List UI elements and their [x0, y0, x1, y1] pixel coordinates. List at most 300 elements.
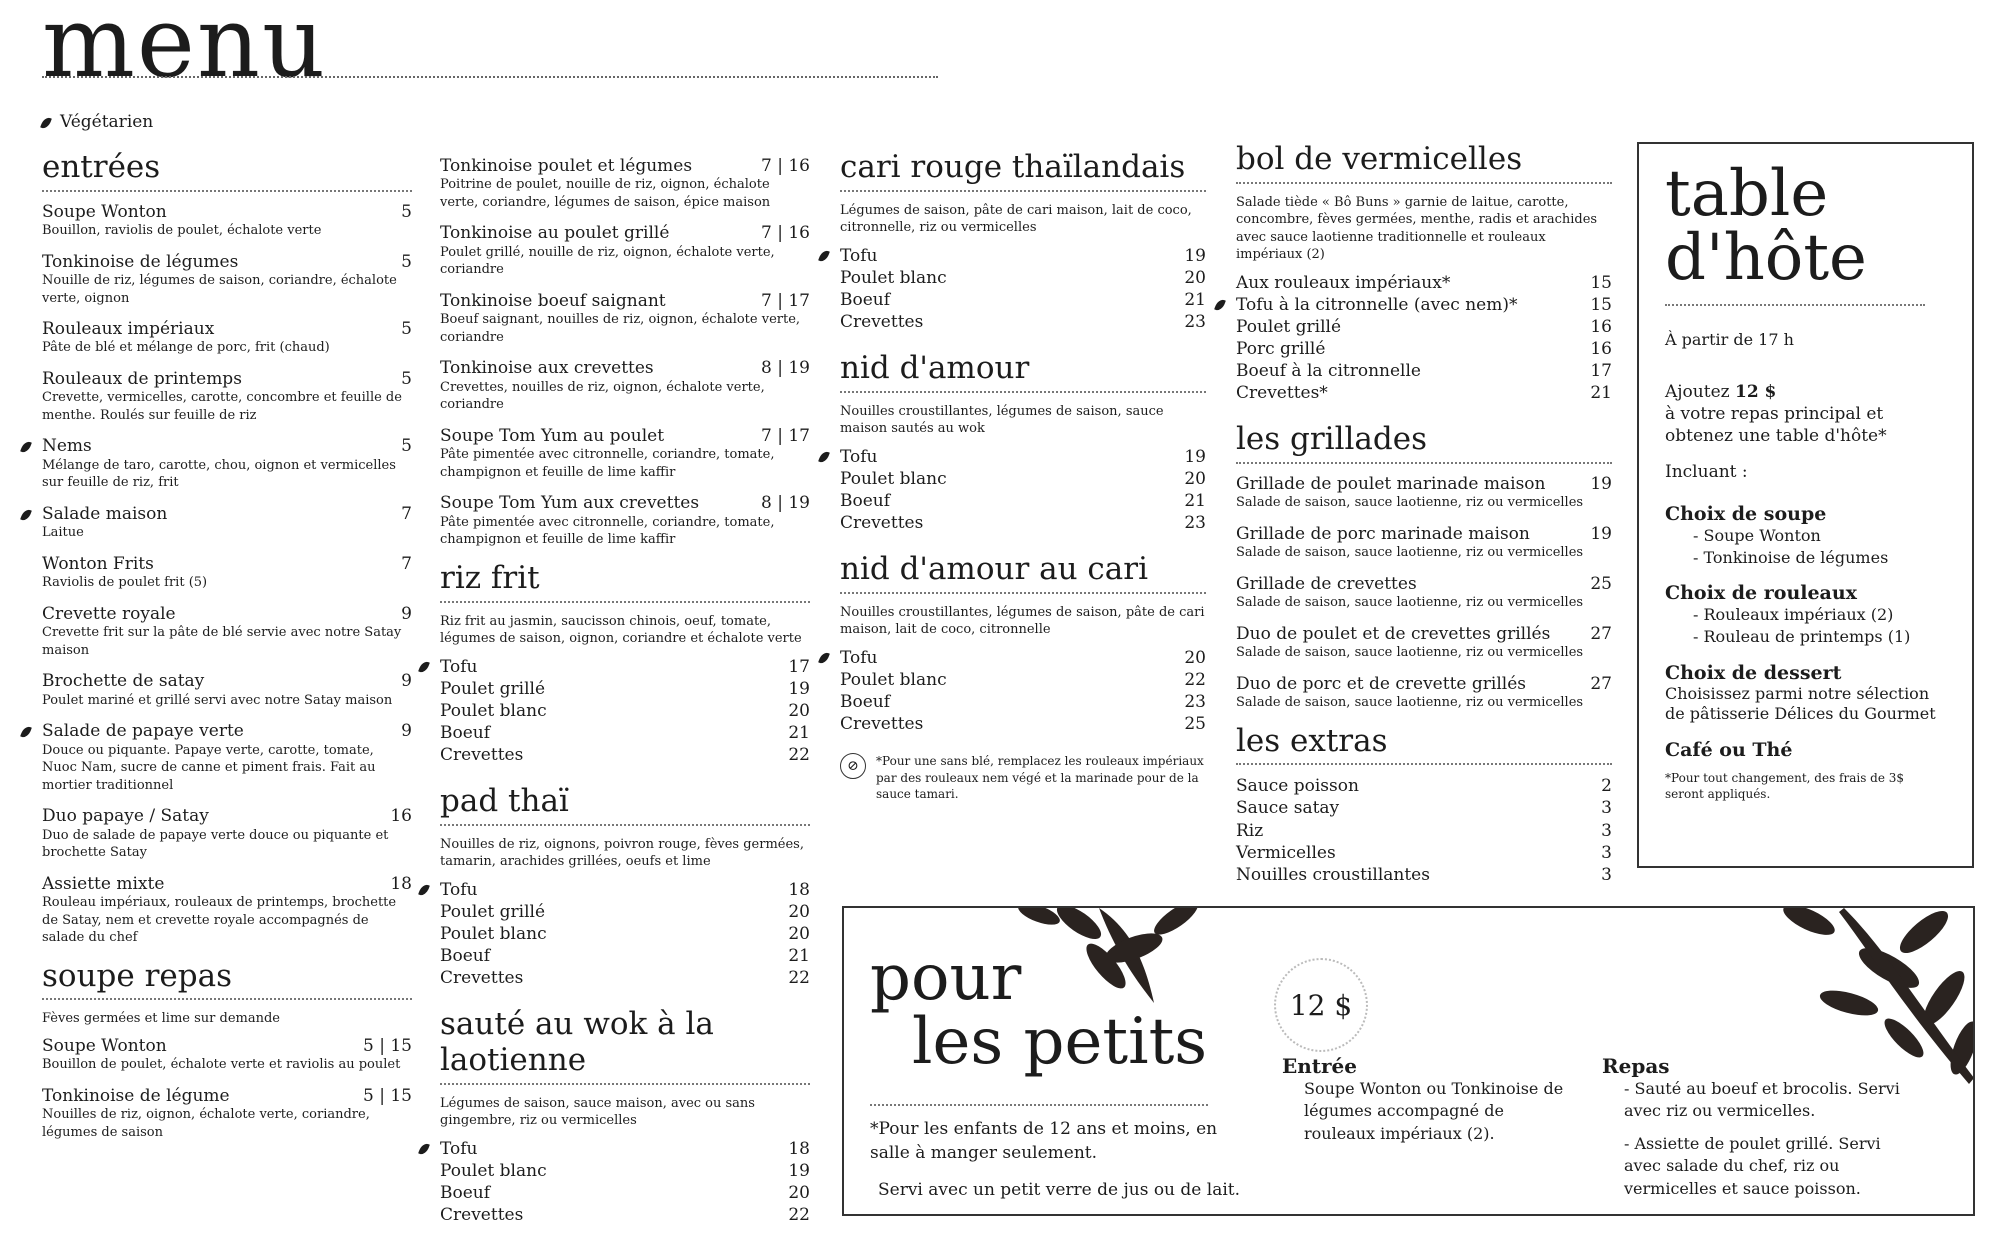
choice-name: Boeuf: [440, 722, 491, 743]
menu-item-price: 5: [401, 436, 412, 457]
menu-item-price: 7: [401, 553, 412, 574]
menu-item-price: 25: [1590, 573, 1612, 594]
soup-choice-1: - Soupe Wonton: [1693, 526, 1821, 546]
choice-row: [840, 289, 1206, 311]
menu-item: [440, 493, 810, 548]
choice-price: 16: [1590, 339, 1612, 360]
menu-item-row: [42, 604, 412, 624]
menu-item-price: 19: [1590, 474, 1612, 495]
menu-item-price: 5: [401, 319, 412, 340]
menu-item-name: Assiette mixte: [42, 873, 165, 894]
choice-name: Vermicelles: [1236, 842, 1336, 863]
menu-item: [440, 156, 810, 211]
soup-choice-title: Choix de soupe: [1665, 503, 1827, 526]
menu-item-row: [42, 369, 412, 389]
section-title: riz frit: [440, 561, 810, 603]
menu-item: [440, 223, 810, 278]
kids-serve-note: Servi avec un petit verre de jus ou de lait.: [878, 1180, 1241, 1200]
section-description: Nouilles croustillantes, légumes de saison, pâte de cari maison, lait de coco, citronnelle: [840, 604, 1205, 638]
choice-name: Boeuf: [840, 491, 891, 512]
choice-price: 21: [788, 946, 810, 967]
choice-row: [440, 879, 810, 901]
menu-item-name: Tonkinoise de légumes: [42, 251, 239, 272]
section-description: Nouilles croustillantes, légumes de saison, sauce maison sautés au wok: [840, 403, 1164, 437]
kids-repas-option-1: - Sauté au boeuf et brocolis. Servi avec riz ou vermicelles.: [1624, 1079, 1900, 1121]
menu-item-description: Laitue: [42, 525, 84, 541]
choice-price: 21: [1184, 491, 1206, 512]
choice-name: Poulet grillé: [1236, 317, 1342, 338]
menu-item-description: Bouillon, raviolis de poulet, échalote verte: [42, 223, 322, 239]
menu-item-price: 18: [390, 873, 412, 894]
choice-row: [440, 656, 810, 678]
menu-item-row: [42, 436, 412, 456]
choice-name: Boeuf: [840, 289, 891, 310]
choice-name: Poulet blanc: [840, 267, 947, 288]
menu-item-row: [1236, 524, 1612, 544]
menu-item-row: [440, 291, 810, 311]
menu-item-price: 9: [401, 603, 412, 624]
menu-item-price: 7 | 17: [761, 425, 810, 446]
choice-price: 21: [1184, 289, 1206, 310]
menu-item-row: [42, 874, 412, 894]
choice-row: [440, 945, 810, 967]
section-title: entrées: [42, 150, 412, 192]
menu-item: [42, 202, 412, 240]
choice-list: [840, 647, 1206, 735]
gluten-free-icon: ⊘: [840, 753, 866, 779]
menu-item-row: [42, 671, 412, 691]
choice-row: [840, 311, 1206, 333]
menu-item-price: 8 | 19: [761, 358, 810, 379]
menu-item-description: Salade de saison, sauce laotienne, riz ou vermicelles: [1236, 495, 1584, 511]
roll-choice-2: - Rouleau de printemps (1): [1693, 626, 1911, 646]
menu-item-row: [42, 319, 412, 339]
kids-divider: [870, 1104, 1208, 1106]
choice-row: [840, 245, 1206, 267]
menu-item-price: 7 | 16: [761, 223, 810, 244]
choice-price: 23: [1184, 312, 1206, 333]
menu-item-price: 5: [401, 251, 412, 272]
menu-item-description: Pâte pimentée avec citronnelle, coriandre, tomate, champignon et feuille de lime kaffir: [440, 447, 775, 480]
menu-item-name: Duo de poulet et de crevettes grillés: [1236, 623, 1551, 644]
choice-price: 19: [788, 678, 810, 699]
choice-list: [1236, 272, 1612, 405]
menu-item: [42, 604, 412, 659]
menu-item-row: [42, 806, 412, 826]
choice-row: [840, 669, 1206, 691]
menu-item: [42, 1036, 412, 1074]
menu-item-description: Nouille de riz, légumes de saison, coriandre, échalote verte, oignon: [42, 272, 397, 306]
menu-item-name: Soupe Wonton: [42, 201, 167, 222]
section-description: Salade tiède « Bô Buns » garnie de laitue, carotte, concombre, fèves germées, menthe, radis et arachides avec sauce laotienne traditionnelle et rouleaux impériaux (2): [1236, 194, 1598, 263]
vegetarian-leaf-icon: [818, 450, 830, 464]
menu-item-price: 7 | 16: [761, 156, 810, 176]
vegetarian-leaf-icon: [418, 660, 430, 674]
menu-section: [840, 351, 1206, 534]
choice-name: Riz: [1236, 820, 1264, 841]
menu-item-price: 8 | 19: [761, 493, 810, 514]
choice-row: [840, 468, 1206, 490]
choice-name: Tofu: [440, 879, 478, 900]
menu-item-name: Wonton Frits: [42, 553, 154, 574]
menu-item-description: Pâte pimentée avec citronnelle, coriandre, tomate, champignon et feuille de lime kaffir: [440, 514, 775, 548]
choice-list: [840, 245, 1206, 333]
menu-item-row: [1236, 674, 1612, 694]
choice-name: Boeuf à la citronnelle: [1236, 361, 1421, 382]
menu-item-description: Boeuf saignant, nouilles de riz, oignon, échalote verte, coriandre: [440, 312, 801, 345]
choice-price: 18: [788, 1138, 810, 1159]
choice-row: [840, 490, 1206, 512]
choice-name: Tofu: [440, 656, 478, 677]
choice-row: [440, 1138, 810, 1160]
choice-price: 3: [1601, 820, 1612, 841]
menu-item-name: Grillade de porc marinade maison: [1236, 523, 1530, 544]
kids-price-badge: 12 $: [1274, 958, 1368, 1052]
menu-item: [42, 436, 412, 491]
choice-price: 20: [1184, 267, 1206, 288]
choice-price: 2: [1601, 776, 1612, 797]
menu-section: [440, 156, 810, 549]
menu-item: [42, 554, 412, 592]
roll-choice-title: Choix de rouleaux: [1665, 582, 1858, 605]
menu-item: [440, 426, 810, 481]
choice-name: Crevettes: [440, 1204, 524, 1225]
section-description: Riz frit au jasmin, saucisson chinois, oeuf, tomate, légumes de saison, oignon, coriandre et échalote verte: [440, 613, 802, 647]
choice-name: Poulet blanc: [440, 1160, 547, 1181]
choice-price: 16: [1590, 317, 1612, 338]
menu-item-price: 5 | 15: [363, 1036, 412, 1056]
choice-price: 22: [788, 745, 810, 766]
choice-price: 25: [1184, 714, 1206, 735]
menu-item: [42, 504, 412, 542]
choice-row: [840, 713, 1206, 735]
menu-section: [42, 959, 412, 1142]
choice-name: Crevettes: [840, 714, 924, 735]
choice-name: Tofu: [840, 446, 878, 467]
menu-item-description: Salade de saison, sauce laotienne, riz ou vermicelles: [1236, 695, 1584, 711]
vegetarian-leaf-icon: [418, 1142, 430, 1156]
menu-item: [42, 671, 412, 709]
choice-price: 23: [1184, 513, 1206, 534]
choice-price: 19: [788, 1160, 810, 1181]
choice-row: [440, 700, 810, 722]
menu-item-description: Nouilles de riz, oignon, échalote verte, coriandre, légumes de saison: [42, 1107, 370, 1140]
section-title: les extras: [1236, 724, 1612, 766]
section-title: nid d'amour: [840, 351, 1206, 393]
menu-item-description: Rouleau impériaux, rouleaux de printemps, brochette de Satay, nem et crevette royale accompagnés de salade du chef: [42, 895, 397, 946]
choice-price: 23: [1184, 692, 1206, 713]
gluten-free-note: [840, 753, 1206, 802]
vegetarian-leaf-icon: [20, 508, 32, 522]
menu-item-description: Pâte de blé et mélange de porc, frit (chaud): [42, 340, 330, 356]
choice-price: 20: [788, 1182, 810, 1203]
choice-name: Poulet grillé: [440, 901, 546, 922]
choice-price: 18: [788, 879, 810, 900]
menu-item-price: 27: [1590, 623, 1612, 644]
menu-item-description: Raviolis de poulet frit (5): [42, 575, 208, 591]
section-title: les grillades: [1236, 422, 1612, 464]
vegetarian-leaf-icon: [818, 249, 830, 263]
menu-item-row: [440, 426, 810, 446]
choice-price: 17: [788, 656, 810, 677]
menu-item-row: [42, 1086, 412, 1106]
menu-item: [440, 358, 810, 413]
table-dhote-including: Incluant :: [1665, 462, 1748, 483]
choice-name: Crevettes: [840, 312, 924, 333]
menu-item-row: [42, 504, 412, 524]
menu-item-row: [42, 721, 412, 741]
menu-item-name: Tonkinoise poulet et légumes: [440, 156, 693, 176]
menu-item-price: 27: [1590, 673, 1612, 694]
choice-row: [1236, 820, 1612, 842]
table-dhote-offer: [1665, 381, 1946, 447]
menu-item-price: 19: [1590, 523, 1612, 544]
menu-section: [440, 561, 810, 766]
menu-item-name: Grillade de poulet marinade maison: [1236, 474, 1546, 495]
choice-row: [840, 512, 1206, 534]
choice-row: [1236, 797, 1612, 819]
choice-price: 20: [788, 901, 810, 922]
table-dhote-title: [1665, 157, 1946, 295]
menu-item-name: Rouleaux de printemps: [42, 369, 242, 389]
choice-name: Tofu: [440, 1138, 478, 1159]
soup-choice-2: - Tonkinoise de légumes: [1693, 547, 1889, 567]
table-dhote-panel: [1637, 142, 1974, 868]
menu-item-name: Crevette royale: [42, 603, 176, 624]
menu-item: [1236, 524, 1612, 562]
choice-name: Crevettes: [840, 513, 924, 534]
choice-row: [440, 722, 810, 744]
choice-row: [1236, 842, 1612, 864]
column-1: [42, 150, 412, 1153]
choice-name: Boeuf: [440, 1182, 491, 1203]
menu-item-name: Salade de papaye verte: [42, 721, 244, 742]
legend-label: Végétarien: [60, 112, 154, 132]
menu-item-name: Soupe Wonton: [42, 1036, 167, 1056]
menu-item-name: Tonkinoise aux crevettes: [440, 358, 654, 379]
choice-row: [840, 267, 1206, 289]
menu-item-name: Soupe Tom Yum au poulet: [440, 425, 665, 446]
menu-item-name: Duo de porc et de crevette grillés: [1236, 673, 1526, 694]
menu-item: [42, 252, 412, 307]
menu-item: [1236, 574, 1612, 612]
choice-row: [1236, 775, 1612, 797]
menu-item-name: Nems: [42, 436, 92, 457]
choice-name: Boeuf: [440, 946, 491, 967]
table-dhote-divider: [1665, 304, 1925, 306]
choice-price: 19: [1184, 245, 1206, 266]
choice-row: [1236, 338, 1612, 360]
choice-list: [1236, 775, 1612, 885]
choice-row: [440, 967, 810, 989]
menu-item: [42, 319, 412, 357]
choice-name: Sauce satay: [1236, 798, 1340, 819]
choice-name: Tofu à la citronnelle (avec nem)*: [1236, 294, 1518, 315]
menu-section: [1236, 724, 1612, 886]
choice-price: 20: [1184, 468, 1206, 489]
choice-price: 20: [788, 924, 810, 945]
menu-item-name: Brochette de satay: [42, 671, 205, 692]
menu-title: menu: [42, 0, 328, 100]
choice-row: [440, 901, 810, 923]
kids-repas-title: Repas: [1602, 1054, 1670, 1078]
menu-item-price: 7: [401, 503, 412, 524]
menu-item-description: Douce ou piquante. Papaye verte, carotte, tomate, Nuoc Nam, sucre de canne et piment frais. Fait au mortier traditionnel: [42, 742, 376, 793]
vegetarian-leaf-icon: [1214, 298, 1226, 312]
title-divider: [42, 76, 938, 78]
kids-repas: [1602, 1054, 1922, 1200]
menu-item-row: [1236, 474, 1612, 494]
column-2: [440, 156, 810, 1244]
dessert-choice-text: Choisissez parmi notre sélection de pâtisserie Délices du Gourmet: [1665, 683, 1936, 724]
choice-price: 17: [1590, 361, 1612, 382]
choice-price: 15: [1590, 272, 1612, 293]
menu-item: [1236, 674, 1612, 712]
menu-item-price: 7 | 17: [761, 290, 810, 311]
choice-row: [440, 1160, 810, 1182]
menu-item-price: 9: [401, 721, 412, 742]
menu-section: [440, 784, 810, 989]
choice-list: [440, 1138, 810, 1226]
section-description: Légumes de saison, pâte de cari maison, lait de coco, citronnelle, riz ou vermicelles: [840, 202, 1192, 236]
vegetarian-leaf-icon: [818, 651, 830, 665]
choice-row: [440, 923, 810, 945]
choice-row: [440, 744, 810, 766]
menu-item-description: Salade de saison, sauce laotienne, riz ou vermicelles: [1236, 595, 1584, 611]
choice-name: Aux rouleaux impériaux*: [1236, 272, 1451, 293]
menu-item-row: [42, 252, 412, 272]
choice-price: 3: [1601, 864, 1612, 885]
choice-row: [1236, 360, 1612, 382]
menu-item-name: Tonkinoise de légume: [42, 1085, 230, 1106]
menu-item-name: Tonkinoise boeuf saignant: [440, 290, 666, 311]
menu-section: [1236, 142, 1612, 404]
menu-item-description: Salade de saison, sauce laotienne, riz ou vermicelles: [1236, 545, 1584, 561]
menu-item-price: 5 | 15: [363, 1085, 412, 1106]
choice-price: 20: [788, 700, 810, 721]
menu-item-price: 5: [401, 369, 412, 389]
menu-item: [42, 806, 412, 861]
choice-price: 19: [1184, 446, 1206, 467]
choice-price: 22: [1184, 670, 1206, 691]
choice-row: [440, 1204, 810, 1226]
menu-item-description: Bouillon de poulet, échalote verte et raviolis au poulet: [42, 1057, 401, 1073]
gluten-free-note-text: *Pour une sans blé, remplacez les rouleaux impériaux par des rouleaux nem végé et la marinade pour de la sauce tamari.: [876, 754, 1204, 801]
vegetarian-legend: [42, 112, 153, 132]
choice-price: 21: [788, 722, 810, 743]
choice-price: 3: [1601, 798, 1612, 819]
menu-item-name: Salade maison: [42, 503, 168, 524]
section-description: Nouilles de riz, oignons, poivron rouge, fèves germées, tamarin, arachides grillées, oeufs et lime: [440, 836, 804, 870]
menu-item-price: 5: [401, 201, 412, 222]
menu-item-row: [42, 554, 412, 574]
choice-name: Crevettes: [440, 968, 524, 989]
choice-row: [840, 691, 1206, 713]
choice-row: [1236, 864, 1612, 886]
kids-menu-title: [870, 941, 1208, 1079]
kids-repas-option-2: - Assiette de poulet grillé. Servi avec salade du chef, riz ou vermicelles et sauce poisson.: [1624, 1133, 1881, 1198]
menu-item-description: Mélange de taro, carotte, chou, oignon et vermicelles sur feuille de riz, frit: [42, 457, 396, 491]
choice-list: [440, 656, 810, 766]
choice-row: [1236, 272, 1612, 294]
menu-item-price: 16: [390, 806, 412, 827]
menu-item: [42, 721, 412, 794]
offer-rest: à votre repas principal et obtenez une table d'hôte*: [1665, 403, 1887, 446]
column-4: [1236, 142, 1612, 904]
table-dhote-time: À partir de 17 h: [1665, 330, 1794, 349]
kids-menu-panel: [842, 906, 1975, 1216]
menu-item-row: [1236, 574, 1612, 594]
menu-item-row: [42, 1036, 412, 1056]
menu-item-description: Poulet grillé, nouille de riz, oignon, échalote verte, coriandre: [440, 244, 775, 278]
menu-item-description: Duo de salade de papaye verte douce ou piquante et brochette Satay: [42, 827, 389, 861]
section-description: Légumes de saison, sauce maison, avec ou sans gingembre, riz ou vermicelles: [440, 1095, 755, 1129]
menu-item: [42, 874, 412, 947]
kids-entree: [1282, 1054, 1572, 1145]
dessert-choice-title: Choix de dessert: [1665, 661, 1842, 684]
section-title: nid d'amour au cari: [840, 552, 1206, 594]
menu-item: [1236, 624, 1612, 662]
menu-item-description: Poitrine de poulet, nouille de riz, oignon, échalote verte, coriandre, légumes de saison, épice maison: [440, 177, 771, 210]
choice-name: Poulet blanc: [840, 670, 947, 691]
menu-item-row: [1236, 624, 1612, 644]
choice-row: [1236, 316, 1612, 338]
menu-item-name: Soupe Tom Yum aux crevettes: [440, 493, 700, 514]
menu-item: [1236, 474, 1612, 512]
choice-name: Poulet blanc: [440, 700, 547, 721]
menu-item-name: Grillade de crevettes: [1236, 573, 1417, 594]
choice-name: Poulet blanc: [440, 924, 547, 945]
menu-item: [42, 1086, 412, 1141]
table-dhote-title-line2: d'hôte: [1665, 221, 1867, 295]
kids-title-line1: pour: [870, 941, 1022, 1015]
choice-row: [840, 446, 1206, 468]
choice-name: Boeuf: [840, 692, 891, 713]
menu-section: [42, 150, 412, 947]
menu-item-description: Salade de saison, sauce laotienne, riz ou vermicelles: [1236, 645, 1584, 661]
menu-section: [840, 552, 1206, 735]
menu-item-row: [440, 223, 810, 243]
vegetarian-leaf-icon: [418, 883, 430, 897]
choice-price: 3: [1601, 842, 1612, 863]
choice-row: [840, 647, 1206, 669]
choice-name: Poulet grillé: [440, 678, 546, 699]
choice-price: 22: [788, 968, 810, 989]
kids-title-line2: les petits: [912, 1005, 1208, 1079]
choice-price: 20: [1184, 647, 1206, 668]
kids-age-note: *Pour les enfants de 12 ans et moins, en salle à manger seulement.: [870, 1119, 1218, 1163]
menu-item-row: [440, 493, 810, 513]
menu-item-name: Rouleaux impériaux: [42, 319, 215, 340]
section-title: bol de vermicelles: [1236, 142, 1612, 184]
choice-name: Crevettes*: [1236, 383, 1328, 404]
choice-price: 22: [788, 1204, 810, 1225]
menu-item-description: Crevette, vermicelles, carotte, concombre et feuille de menthe. Roulés sur feuille de riz: [42, 390, 402, 423]
section-title: soupe repas: [42, 959, 412, 1001]
choice-list: [840, 446, 1206, 534]
menu-item: [42, 369, 412, 424]
menu-section: [840, 150, 1206, 333]
column-3: [840, 150, 1206, 802]
offer-price: 12 $: [1734, 381, 1777, 402]
section-title: pad thaï: [440, 784, 810, 826]
menu-item-row: [440, 156, 810, 176]
choice-price: 15: [1590, 294, 1612, 315]
choice-name: Porc grillé: [1236, 339, 1326, 360]
choice-row: [1236, 382, 1612, 404]
choice-name: Crevettes: [440, 745, 524, 766]
menu-section: [1236, 422, 1612, 711]
